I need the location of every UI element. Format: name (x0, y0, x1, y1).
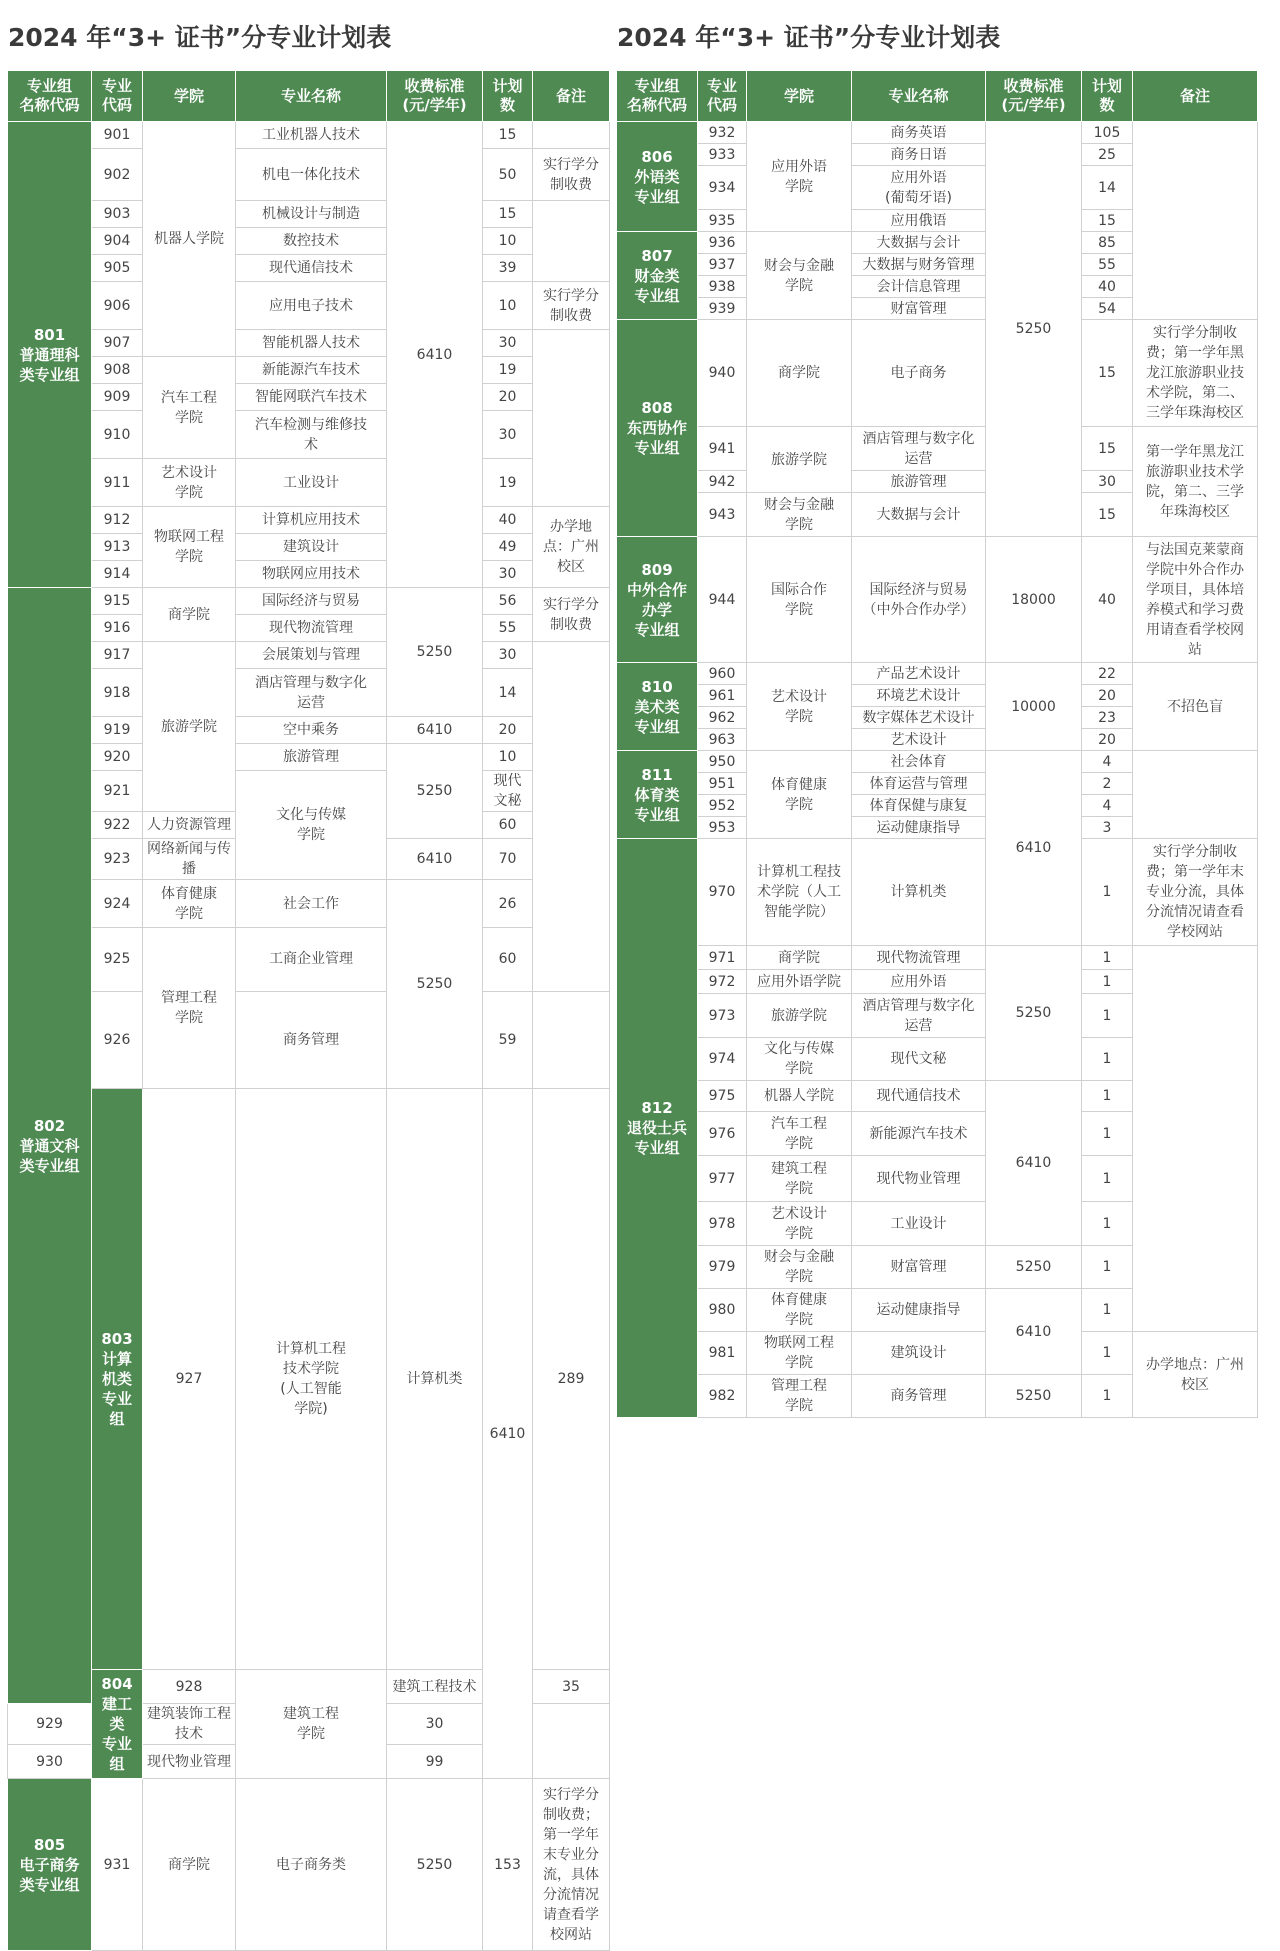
major-name: 机电一体化技术 (236, 149, 387, 201)
plan-count: 70 (483, 839, 533, 880)
major-code: 963 (698, 729, 747, 751)
major-code: 935 (698, 210, 747, 232)
major-name: 体育运营与管理 (852, 773, 986, 795)
college-cell: 建筑工程 学院 (236, 1670, 387, 1779)
major-code: 979 (698, 1246, 747, 1289)
group-803: 803 计算机类 专业组 (92, 1089, 143, 1670)
plan-count: 20 (483, 384, 533, 411)
plan-count: 1 (1082, 1156, 1133, 1202)
header-group-code: 专业组 名称代码 (617, 71, 698, 122)
college-cell: 商学院 (143, 588, 236, 642)
plan-count: 20 (1082, 729, 1133, 751)
major-name: 大数据与会计 (852, 232, 986, 254)
major-code: 961 (698, 685, 747, 707)
group-811: 811 体育类 专业组 (617, 751, 698, 839)
major-code: 932 (698, 122, 747, 144)
major-name: 商务管理 (852, 1375, 986, 1418)
major-name: 现代通信技术 (852, 1081, 986, 1112)
major-name: 旅游管理 (236, 744, 387, 771)
plan-count: 10 (483, 744, 533, 771)
note-cell: 实行学分制收 费；第一学年末 专业分流，具体 分流情况请查看 学校网站 (1133, 839, 1258, 946)
plan-count: 30 (483, 330, 533, 357)
plan-count: 1 (1082, 1038, 1133, 1081)
plan-count: 10 (483, 282, 533, 330)
major-code: 929 (8, 1704, 92, 1745)
major-code: 910 (92, 411, 143, 459)
major-code: 976 (698, 1112, 747, 1156)
fee-cell: 6410 (986, 1081, 1082, 1246)
college-cell: 计算机工程技 术学院（人工 智能学院） (747, 839, 852, 946)
major-name: 环境艺术设计 (852, 685, 986, 707)
header-note: 备注 (533, 71, 610, 122)
fee-cell: 5250 (387, 588, 483, 717)
major-name: 会展策划与管理 (236, 642, 387, 669)
group-802: 802 普通文科 类专业组 (8, 588, 92, 1704)
header-note: 备注 (1133, 71, 1258, 122)
major-code: 950 (698, 751, 747, 773)
plan-count: 30 (483, 561, 533, 588)
major-code: 973 (698, 994, 747, 1038)
header-college: 学院 (143, 71, 236, 122)
major-code: 942 (698, 471, 747, 493)
plan-count: 35 (533, 1670, 610, 1704)
group-809: 809 中外合作 办学 专业组 (617, 537, 698, 663)
group-808: 808 东西协作 专业组 (617, 320, 698, 537)
major-code: 922 (92, 812, 143, 839)
major-name: 建筑工程技术 (387, 1670, 483, 1704)
header-major-name: 专业名称 (852, 71, 986, 122)
right-plan-table (616, 70, 1258, 1418)
major-name: 数控技术 (236, 228, 387, 255)
plan-count: 99 (387, 1745, 483, 1779)
major-code: 980 (698, 1289, 747, 1332)
note-empty (533, 330, 610, 507)
major-code: 944 (698, 537, 747, 663)
college-cell: 物联网工程 学院 (143, 507, 236, 588)
major-name: 现代物业管理 (852, 1156, 986, 1202)
major-name: 应用俄语 (852, 210, 986, 232)
major-name: 建筑设计 (852, 1332, 986, 1375)
note-cell: 实行学分 制收费 (533, 282, 610, 330)
major-name: 工业设计 (852, 1202, 986, 1246)
major-code: 904 (92, 228, 143, 255)
major-name: 计算机类 (387, 1089, 483, 1670)
fee-cell: 10000 (986, 663, 1082, 751)
plan-count: 153 (483, 1779, 533, 1951)
major-name: 现代文秘 (483, 771, 533, 812)
major-name: 体育保健与康复 (852, 795, 986, 817)
college-cell: 体育健康 学院 (747, 751, 852, 839)
plan-count: 56 (483, 588, 533, 615)
major-name: 酒店管理与数字化 运营 (852, 994, 986, 1038)
major-code: 981 (698, 1332, 747, 1375)
major-name: 国际经济与贸易 （中外合作办学） (852, 537, 986, 663)
college-cell: 财会与金融 学院 (747, 493, 852, 537)
plan-count: 1 (1082, 839, 1133, 946)
major-name: 工业设计 (236, 459, 387, 507)
major-code: 962 (698, 707, 747, 729)
college-cell: 旅游学院 (747, 994, 852, 1038)
major-name: 电子商务 (852, 320, 986, 427)
major-name: 现代物流管理 (852, 946, 986, 970)
major-code: 915 (92, 588, 143, 615)
major-name: 计算机应用技术 (236, 507, 387, 534)
major-code: 913 (92, 534, 143, 561)
major-name: 艺术设计 (852, 729, 986, 751)
plan-count: 60 (483, 812, 533, 839)
major-code: 902 (92, 149, 143, 201)
college-cell: 应用外语学院 (747, 970, 852, 994)
major-code: 936 (698, 232, 747, 254)
major-code: 921 (92, 771, 143, 812)
group-806: 806 外语类 专业组 (617, 122, 698, 232)
major-name: 空中乘务 (236, 717, 387, 744)
fee-cell: 6410 (483, 1089, 533, 1779)
plan-count: 105 (1082, 122, 1133, 144)
college-cell: 商学院 (143, 1779, 236, 1951)
right-page-title: 2024 年“3+ 证书”分专业计划表 (617, 23, 1001, 52)
college-cell: 财会与金融 学院 (747, 1246, 852, 1289)
college-cell: 体育健康 学院 (143, 880, 236, 928)
major-name: 数字媒体艺术设计 (852, 707, 986, 729)
plan-count: 30 (387, 1704, 483, 1745)
plan-count: 19 (483, 459, 533, 507)
college-cell: 旅游学院 (747, 427, 852, 493)
header-fee: 收费标准 (元/学年) (986, 71, 1082, 122)
major-code: 953 (698, 817, 747, 839)
college-cell: 建筑工程 学院 (747, 1156, 852, 1202)
college-cell: 商学院 (747, 946, 852, 970)
major-code: 908 (92, 357, 143, 384)
fee-cell: 5250 (986, 1246, 1082, 1289)
plan-count: 60 (483, 928, 533, 992)
major-name: 新能源汽车技术 (236, 357, 387, 384)
note-cell: 实行学分 制收费 (533, 149, 610, 201)
major-code: 960 (698, 663, 747, 685)
major-code: 927 (143, 1089, 236, 1670)
fee-cell: 6410 (986, 751, 1082, 946)
major-name: 社会工作 (236, 880, 387, 928)
major-name: 物联网应用技术 (236, 561, 387, 588)
plan-count: 14 (1082, 166, 1133, 210)
major-code: 905 (92, 255, 143, 282)
fee-cell: 5250 (986, 946, 1082, 1081)
major-name: 应用外语 (葡萄牙语) (852, 166, 986, 210)
major-code: 911 (92, 459, 143, 507)
major-code: 975 (698, 1081, 747, 1112)
plan-count: 15 (1082, 493, 1133, 537)
plan-count: 1 (1082, 1081, 1133, 1112)
major-code: 923 (92, 839, 143, 880)
college-cell: 机器人学院 (143, 122, 236, 357)
plan-count: 55 (1082, 254, 1133, 276)
major-name: 人力资源管理 (143, 812, 236, 839)
major-code: 907 (92, 330, 143, 357)
college-cell: 艺术设计 学院 (143, 459, 236, 507)
major-name: 会计信息管理 (852, 276, 986, 298)
major-name: 机械设计与制造 (236, 201, 387, 228)
major-name: 酒店管理与数字化 运营 (852, 427, 986, 471)
plan-count: 59 (483, 991, 533, 1088)
college-cell: 艺术设计 学院 (747, 663, 852, 751)
plan-count: 25 (1082, 144, 1133, 166)
header-fee: 收费标准 (元/学年) (387, 71, 483, 122)
major-name: 应用外语 (852, 970, 986, 994)
plan-count: 1 (1082, 1202, 1133, 1246)
college-cell: 文化与传媒 学院 (236, 771, 387, 880)
major-code: 903 (92, 201, 143, 228)
major-name: 商务英语 (852, 122, 986, 144)
note-empty (533, 201, 610, 282)
note-cell: 实行学分制收 费；第一学年黑 龙江旅游职业技 术学院，第二、 三学年珠海校区 (1133, 320, 1258, 427)
plan-count: 40 (1082, 276, 1133, 298)
major-code: 928 (143, 1670, 236, 1704)
college-cell: 机器人学院 (747, 1081, 852, 1112)
plan-count: 40 (1082, 537, 1133, 663)
plan-count: 50 (483, 149, 533, 201)
header-major-code: 专业 代码 (698, 71, 747, 122)
plan-count: 55 (483, 615, 533, 642)
major-code: 934 (698, 166, 747, 210)
plan-count: 1 (1082, 1375, 1133, 1418)
left-plan-table (7, 70, 610, 1951)
fee-cell: 5250 (387, 744, 483, 839)
major-name: 现代物流管理 (236, 615, 387, 642)
major-name: 电子商务类 (236, 1779, 387, 1951)
major-code: 930 (8, 1745, 92, 1779)
college-cell: 财会与金融 学院 (747, 232, 852, 320)
major-code: 912 (92, 507, 143, 534)
group-801: 801 普通理科 类专业组 (8, 122, 92, 588)
major-name: 建筑设计 (236, 534, 387, 561)
plan-count: 85 (1082, 232, 1133, 254)
plan-count: 54 (1082, 298, 1133, 320)
fee-cell: 5250 (387, 1779, 483, 1951)
major-code: 938 (698, 276, 747, 298)
major-code: 933 (698, 144, 747, 166)
plan-count: 30 (483, 642, 533, 669)
college-cell: 计算机工程 技术学院 (人工智能 学院) (236, 1089, 387, 1670)
fee-cell: 6410 (986, 1289, 1082, 1375)
header-plan: 计划 数 (1082, 71, 1133, 122)
college-cell: 应用外语 学院 (747, 122, 852, 232)
major-code: 970 (698, 839, 747, 946)
fee-cell: 5250 (387, 880, 483, 1089)
major-name: 智能网联汽车技术 (236, 384, 387, 411)
major-name: 现代通信技术 (236, 255, 387, 282)
fee-cell: 6410 (387, 717, 483, 744)
college-cell: 旅游学院 (143, 642, 236, 812)
note-cell: 第一学年黑龙江 旅游职业技术学 院，第二、三学 年珠海校区 (1133, 427, 1258, 537)
major-name: 现代文秘 (852, 1038, 986, 1081)
major-name: 智能机器人技术 (236, 330, 387, 357)
plan-count: 1 (1082, 970, 1133, 994)
plan-count: 3 (1082, 817, 1133, 839)
group-804: 804 建工类 专业组 (92, 1670, 143, 1779)
header-major-code: 专业 代码 (92, 71, 143, 122)
plan-count: 10 (483, 228, 533, 255)
plan-count: 1 (1082, 1246, 1133, 1289)
major-code: 918 (92, 669, 143, 717)
plan-count: 30 (1082, 471, 1133, 493)
note-empty (1133, 122, 1258, 320)
major-name: 工业机器人技术 (236, 122, 387, 149)
college-cell: 国际合作 学院 (747, 537, 852, 663)
major-name: 酒店管理与数字化 运营 (236, 669, 387, 717)
major-name: 社会体育 (852, 751, 986, 773)
header-major-name: 专业名称 (236, 71, 387, 122)
note-cell: 办学地 点：广州 校区 (533, 507, 610, 588)
plan-count: 49 (483, 534, 533, 561)
major-name: 旅游管理 (852, 471, 986, 493)
major-name: 工商企业管理 (236, 928, 387, 992)
plan-count: 1 (1082, 994, 1133, 1038)
group-812: 812 退役士兵 专业组 (617, 839, 698, 1418)
major-code: 941 (698, 427, 747, 471)
fee-cell: 6410 (387, 839, 483, 880)
plan-count: 2 (1082, 773, 1133, 795)
major-name: 计算机类 (852, 839, 986, 946)
major-name: 商务日语 (852, 144, 986, 166)
college-cell: 艺术设计 学院 (747, 1202, 852, 1246)
plan-count: 1 (1082, 1289, 1133, 1332)
major-code: 940 (698, 320, 747, 427)
major-name: 运动健康指导 (852, 1289, 986, 1332)
plan-count: 14 (483, 669, 533, 717)
plan-count: 1 (1082, 1112, 1133, 1156)
note-empty (533, 122, 610, 149)
college-cell: 商学院 (747, 320, 852, 427)
plan-count: 15 (1082, 427, 1133, 471)
plan-count: 39 (483, 255, 533, 282)
major-code: 901 (92, 122, 143, 149)
college-cell: 汽车工程 学院 (747, 1112, 852, 1156)
major-code: 909 (92, 384, 143, 411)
major-name: 现代物业管理 (143, 1745, 236, 1779)
major-name: 大数据与财务管理 (852, 254, 986, 276)
major-name: 网络新闻与传播 (143, 839, 236, 880)
major-name: 运动健康指导 (852, 817, 986, 839)
note-cell: 实行学分 制收费； 第一学年 末专业分 流，具体 分流情况 请查看学 校网站 (533, 1779, 610, 1951)
plan-count: 26 (483, 880, 533, 928)
note-cell: 与法国克莱蒙商 学院中外合作办 学项目，具体培 养模式和学习费 用请查看学校网 站 (1133, 537, 1258, 663)
college-cell: 文化与传媒 学院 (747, 1038, 852, 1081)
plan-count: 30 (483, 411, 533, 459)
major-code: 925 (92, 928, 143, 992)
major-code: 978 (698, 1202, 747, 1246)
major-name: 国际经济与贸易 (236, 588, 387, 615)
major-code: 919 (92, 717, 143, 744)
group-810: 810 美术类 专业组 (617, 663, 698, 751)
college-cell: 物联网工程 学院 (747, 1332, 852, 1375)
fee-cell: 6410 (387, 122, 483, 588)
plan-count: 15 (483, 201, 533, 228)
group-805: 805 电子商务 类专业组 (8, 1779, 92, 1951)
note-empty (533, 642, 610, 992)
major-code: 939 (698, 298, 747, 320)
college-cell: 汽车工程 学院 (143, 357, 236, 459)
major-name: 商务管理 (236, 991, 387, 1088)
major-code: 951 (698, 773, 747, 795)
plan-count: 1 (1082, 1332, 1133, 1375)
major-code: 937 (698, 254, 747, 276)
plan-count: 20 (1082, 685, 1133, 707)
note-empty (1133, 946, 1258, 1332)
major-code: 943 (698, 493, 747, 537)
major-code: 924 (92, 880, 143, 928)
college-cell: 体育健康 学院 (747, 1289, 852, 1332)
major-code: 920 (92, 744, 143, 771)
fee-cell: 18000 (986, 537, 1082, 663)
plan-count: 289 (533, 1089, 610, 1670)
major-code: 971 (698, 946, 747, 970)
major-code: 931 (92, 1779, 143, 1951)
group-807: 807 财金类 专业组 (617, 232, 698, 320)
major-name: 财富管理 (852, 1246, 986, 1289)
major-code: 974 (698, 1038, 747, 1081)
major-name: 应用电子技术 (236, 282, 387, 330)
plan-count: 15 (1082, 210, 1133, 232)
major-name: 新能源汽车技术 (852, 1112, 986, 1156)
plan-count: 4 (1082, 751, 1133, 773)
plan-count: 22 (1082, 663, 1133, 685)
note-cell: 实行学分 制收费 (533, 588, 610, 642)
major-name: 财富管理 (852, 298, 986, 320)
note-cell: 办学地点：广州 校区 (1133, 1332, 1258, 1418)
major-code: 914 (92, 561, 143, 588)
plan-count: 19 (483, 357, 533, 384)
header-plan: 计划 数 (483, 71, 533, 122)
major-code: 906 (92, 282, 143, 330)
plan-count: 20 (483, 717, 533, 744)
left-page-title: 2024 年“3+ 证书”分专业计划表 (8, 23, 392, 52)
major-code: 917 (92, 642, 143, 669)
major-code: 926 (92, 991, 143, 1088)
major-name: 建筑装饰工程技术 (143, 1704, 236, 1745)
major-code: 977 (698, 1156, 747, 1202)
plan-count: 40 (483, 507, 533, 534)
college-cell: 管理工程 学院 (143, 928, 236, 1089)
major-code: 972 (698, 970, 747, 994)
header-college: 学院 (747, 71, 852, 122)
major-name: 大数据与会计 (852, 493, 986, 537)
fee-cell: 5250 (986, 1375, 1082, 1418)
plan-count: 15 (1082, 320, 1133, 427)
plan-count: 23 (1082, 707, 1133, 729)
major-code: 982 (698, 1375, 747, 1418)
header-group-code: 专业组 名称代码 (8, 71, 92, 122)
plan-count: 4 (1082, 795, 1133, 817)
college-cell: 管理工程 学院 (747, 1375, 852, 1418)
major-name: 汽车检测与维修技 术 (236, 411, 387, 459)
fee-cell: 5250 (986, 122, 1082, 537)
note-cell: 不招色盲 (1133, 663, 1258, 751)
plan-count: 1 (1082, 946, 1133, 970)
note-empty (1133, 751, 1258, 839)
major-name: 产品艺术设计 (852, 663, 986, 685)
major-code: 952 (698, 795, 747, 817)
major-code: 916 (92, 615, 143, 642)
plan-count: 15 (483, 122, 533, 149)
